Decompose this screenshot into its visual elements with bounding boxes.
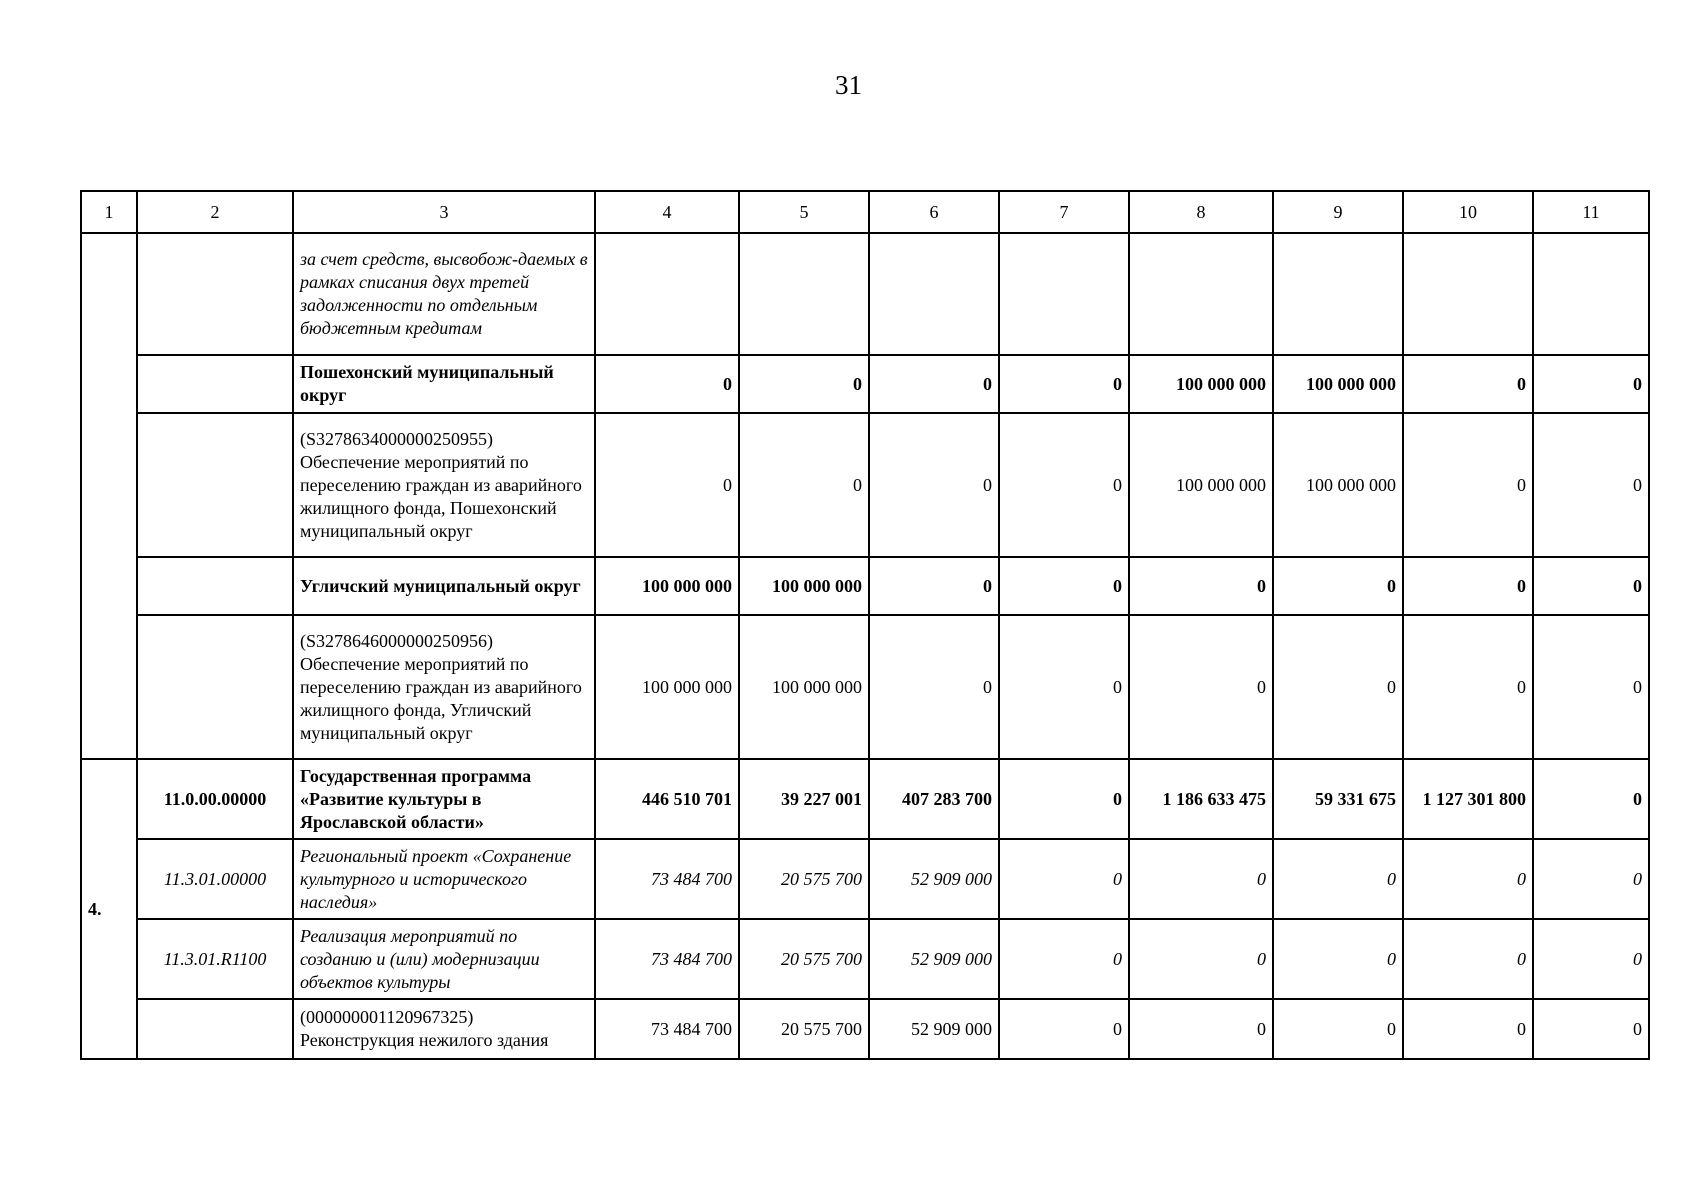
value-cell: 0 <box>1273 615 1403 759</box>
table-row <box>81 999 1649 1059</box>
value-cell: 0 <box>999 413 1129 557</box>
value-cell: 0 <box>999 557 1129 615</box>
table-row <box>81 355 1649 413</box>
header-cell: 9 <box>1273 191 1403 233</box>
value-cell: 73 484 700 <box>595 839 739 919</box>
value-cell: 52 909 000 <box>869 999 999 1059</box>
table-body <box>81 191 1649 1059</box>
table-row <box>81 233 1649 355</box>
value-cell: 20 575 700 <box>739 999 869 1059</box>
value-cell <box>1273 233 1403 355</box>
value-cell <box>739 233 869 355</box>
value-cell: 0 <box>1129 615 1273 759</box>
value-cell: 446 510 701 <box>595 759 739 839</box>
name-cell: Государственная программа «Развитие культуры в Ярославской области» <box>293 759 595 839</box>
value-cell <box>999 233 1129 355</box>
value-cell: 0 <box>1403 615 1533 759</box>
value-cell: 0 <box>595 413 739 557</box>
value-cell: 20 575 700 <box>739 839 869 919</box>
code-cell <box>137 999 293 1059</box>
code-cell <box>137 557 293 615</box>
value-cell: 100 000 000 <box>1129 355 1273 413</box>
header-cell: 7 <box>999 191 1129 233</box>
value-cell: 0 <box>999 839 1129 919</box>
value-cell: 0 <box>1533 355 1649 413</box>
code-cell <box>137 233 293 355</box>
value-cell: 100 000 000 <box>595 557 739 615</box>
name-cell: Реализация мероприятий по созданию и (или) модернизации объектов культуры <box>293 919 595 999</box>
value-cell: 0 <box>1129 919 1273 999</box>
value-cell: 0 <box>999 759 1129 839</box>
value-cell <box>1533 233 1649 355</box>
header-cell: 2 <box>137 191 293 233</box>
value-cell: 0 <box>1403 919 1533 999</box>
value-cell: 0 <box>999 615 1129 759</box>
value-cell: 0 <box>1533 999 1649 1059</box>
value-cell: 0 <box>1129 839 1273 919</box>
budget-table <box>80 190 1650 1060</box>
value-cell <box>1129 233 1273 355</box>
value-cell: 0 <box>1129 557 1273 615</box>
value-cell: 100 000 000 <box>1273 355 1403 413</box>
value-cell: 0 <box>739 355 869 413</box>
value-cell: 73 484 700 <box>595 919 739 999</box>
value-cell: 0 <box>1273 919 1403 999</box>
value-cell: 0 <box>1533 557 1649 615</box>
name-cell: за счет средств, высвобож-даемых в рамках списания двух третей задолженности по отдельным бюджетным кредитам <box>293 233 595 355</box>
table-row <box>81 615 1649 759</box>
value-cell: 0 <box>869 355 999 413</box>
value-cell: 1 127 301 800 <box>1403 759 1533 839</box>
header-cell: 11 <box>1533 191 1649 233</box>
value-cell: 0 <box>1533 919 1649 999</box>
name-cell: Угличский муниципальный округ <box>293 557 595 615</box>
table-row <box>81 413 1649 557</box>
code-cell <box>137 355 293 413</box>
code-cell: 11.3.01.R1100 <box>137 919 293 999</box>
header-cell: 3 <box>293 191 595 233</box>
value-cell: 0 <box>999 919 1129 999</box>
value-cell: 1 186 633 475 <box>1129 759 1273 839</box>
table-row <box>81 839 1649 919</box>
value-cell: 73 484 700 <box>595 999 739 1059</box>
value-cell: 0 <box>595 355 739 413</box>
header-cell: 1 <box>81 191 137 233</box>
value-cell: 0 <box>1403 557 1533 615</box>
value-cell: 100 000 000 <box>595 615 739 759</box>
name-cell: Пошехонский муниципальный округ <box>293 355 595 413</box>
header-row <box>81 191 1649 233</box>
code-cell: 11.0.00.00000 <box>137 759 293 839</box>
table-row <box>81 919 1649 999</box>
value-cell: 0 <box>1403 999 1533 1059</box>
value-cell: 0 <box>1533 413 1649 557</box>
value-cell: 100 000 000 <box>739 557 869 615</box>
value-cell <box>1403 233 1533 355</box>
value-cell: 0 <box>1533 839 1649 919</box>
value-cell: 0 <box>869 557 999 615</box>
value-cell: 0 <box>999 999 1129 1059</box>
value-cell: 0 <box>1403 355 1533 413</box>
value-cell: 52 909 000 <box>869 839 999 919</box>
value-cell: 0 <box>999 355 1129 413</box>
table-row <box>81 557 1649 615</box>
value-cell: 0 <box>1129 999 1273 1059</box>
value-cell <box>595 233 739 355</box>
page-number: 31 <box>835 70 862 100</box>
code-cell <box>137 615 293 759</box>
value-cell: 0 <box>1273 999 1403 1059</box>
value-cell: 100 000 000 <box>739 615 869 759</box>
row-index-cell <box>81 233 137 759</box>
code-cell: 11.3.01.00000 <box>137 839 293 919</box>
value-cell: 0 <box>739 413 869 557</box>
value-cell: 100 000 000 <box>1129 413 1273 557</box>
header-cell: 10 <box>1403 191 1533 233</box>
value-cell: 20 575 700 <box>739 919 869 999</box>
name-cell: (000000001120967325) Реконструкция нежилого здания <box>293 999 595 1059</box>
value-cell: 0 <box>869 413 999 557</box>
value-cell: 39 227 001 <box>739 759 869 839</box>
row-index-cell: 4. <box>81 759 137 1059</box>
value-cell: 0 <box>1403 413 1533 557</box>
value-cell: 407 283 700 <box>869 759 999 839</box>
header-cell: 8 <box>1129 191 1273 233</box>
value-cell: 0 <box>1533 759 1649 839</box>
value-cell: 0 <box>1533 615 1649 759</box>
header-cell: 4 <box>595 191 739 233</box>
value-cell <box>869 233 999 355</box>
value-cell: 0 <box>1273 557 1403 615</box>
name-cell: (S3278646000000250956) Обеспечение мероприятий по переселению граждан из аварийного жилищного фонда, Угличский муниципальный округ <box>293 615 595 759</box>
value-cell: 52 909 000 <box>869 919 999 999</box>
value-cell: 0 <box>1273 839 1403 919</box>
code-cell <box>137 413 293 557</box>
value-cell: 0 <box>869 615 999 759</box>
value-cell: 59 331 675 <box>1273 759 1403 839</box>
name-cell: Региональный проект «Сохранение культурного и исторического наследия» <box>293 839 595 919</box>
header-cell: 6 <box>869 191 999 233</box>
header-cell: 5 <box>739 191 869 233</box>
value-cell: 0 <box>1403 839 1533 919</box>
table-row <box>81 759 1649 839</box>
value-cell: 100 000 000 <box>1273 413 1403 557</box>
name-cell: (S3278634000000250955) Обеспечение мероприятий по переселению граждан из аварийного жилищного фонда, Пошехонский муниципальный округ <box>293 413 595 557</box>
